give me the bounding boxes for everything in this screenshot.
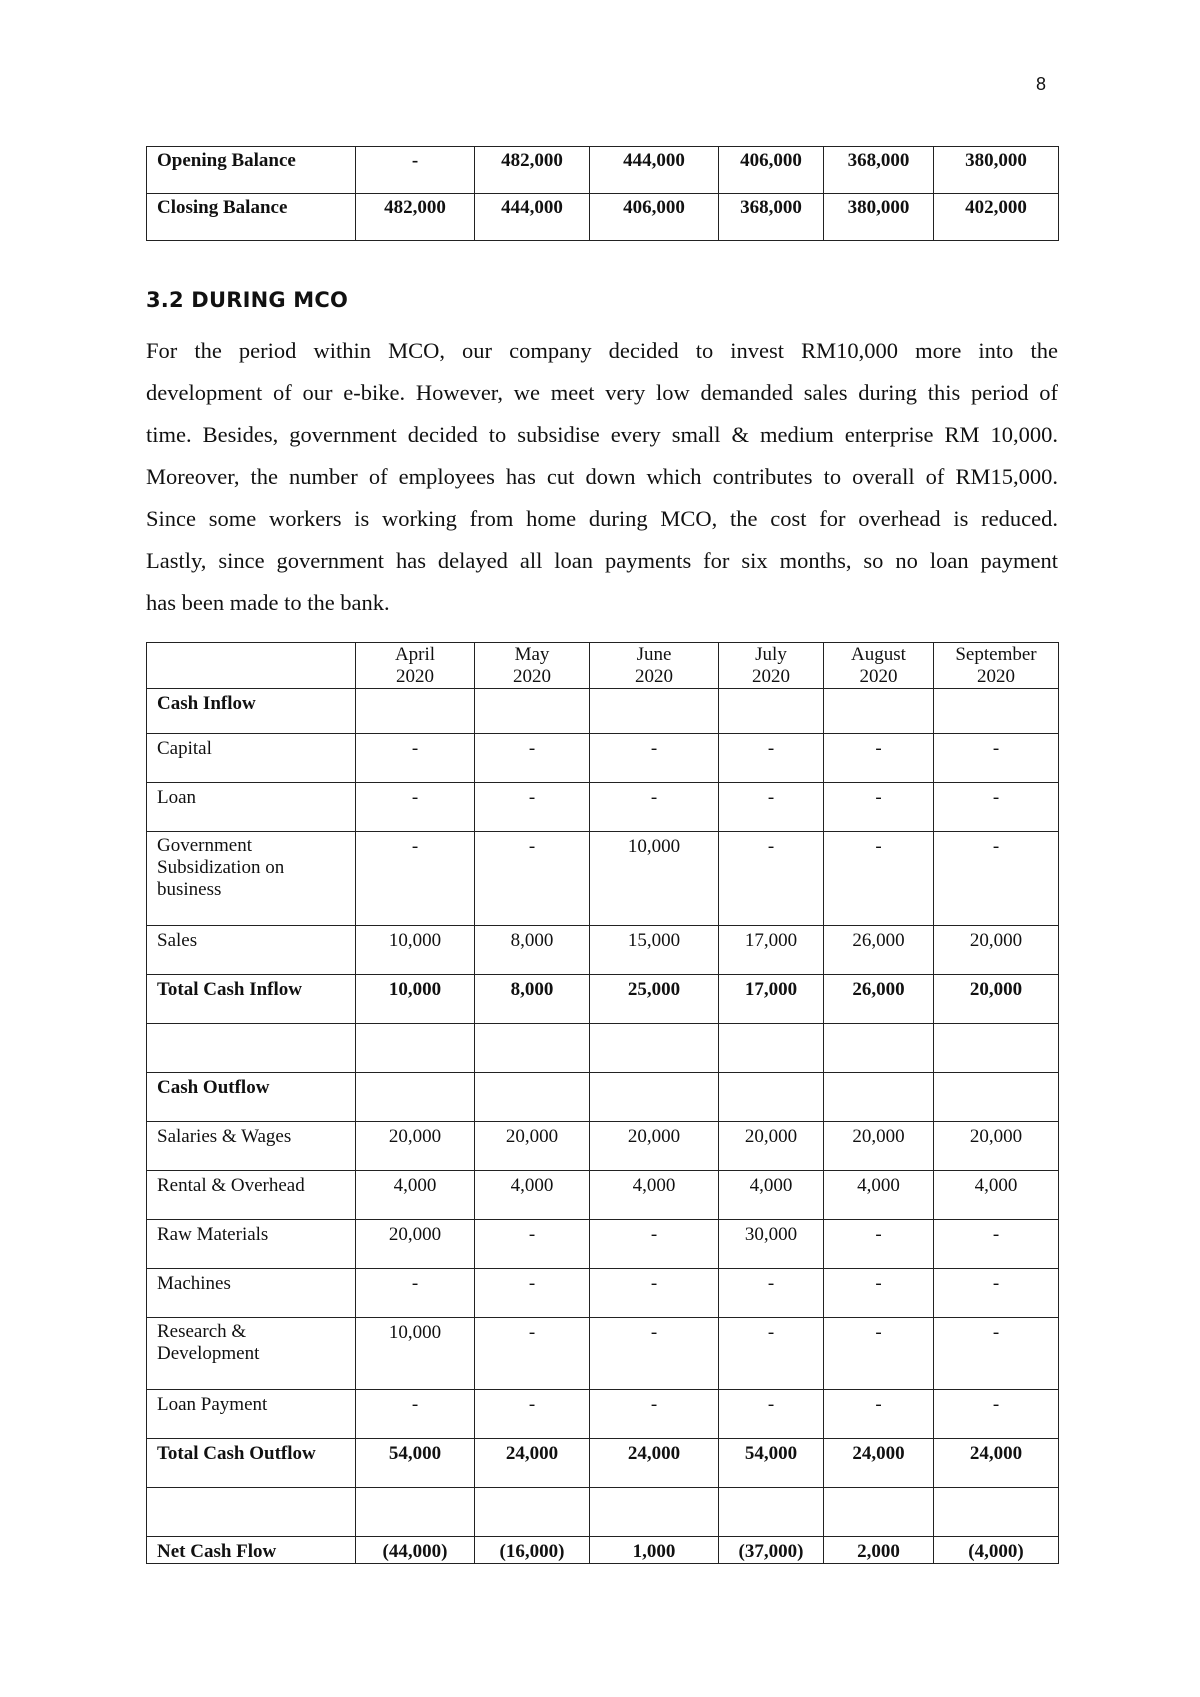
cell-value: - xyxy=(934,1390,1059,1439)
cell-value: - xyxy=(356,734,475,783)
table-row xyxy=(147,1318,1059,1390)
cell-value: 26,000 xyxy=(824,975,934,1024)
cell-value: - xyxy=(590,783,719,832)
cell-value: 444,000 xyxy=(590,147,719,194)
table-row xyxy=(147,1024,1059,1073)
row-label-line: Subsidization on xyxy=(157,857,285,878)
cell-value xyxy=(824,1488,934,1537)
cell-value: - xyxy=(934,1318,1059,1390)
cell-value: - xyxy=(475,1318,590,1390)
cell-value: 20,000 xyxy=(824,1122,934,1171)
table-row xyxy=(147,1439,1059,1488)
row-label xyxy=(147,832,356,926)
cell-value: - xyxy=(824,1390,934,1439)
cell-value xyxy=(590,1073,719,1122)
cell-value xyxy=(824,1024,934,1073)
balance-table xyxy=(146,146,1059,241)
cell-value: 24,000 xyxy=(934,1439,1059,1488)
cell-value: 380,000 xyxy=(934,147,1059,194)
cell-value: 482,000 xyxy=(475,147,590,194)
cell-value: 4,000 xyxy=(356,1171,475,1220)
row-label: Loan xyxy=(147,783,356,832)
cell-value: 26,000 xyxy=(824,926,934,975)
cell-value: - xyxy=(824,1318,934,1390)
page-number: 8 xyxy=(1036,74,1047,94)
cell-value: 15,000 xyxy=(590,926,719,975)
row-label xyxy=(147,1024,356,1073)
cell-value: 20,000 xyxy=(719,1122,824,1171)
column-year: 2020 xyxy=(859,666,898,687)
cell-value xyxy=(590,689,719,734)
cell-value: - xyxy=(934,1269,1059,1318)
cell-value: 10,000 xyxy=(356,975,475,1024)
cell-value: 4,000 xyxy=(590,1171,719,1220)
cell-value: 380,000 xyxy=(824,194,934,241)
column-year: 2020 xyxy=(635,666,673,687)
cell-value: 20,000 xyxy=(934,1122,1059,1171)
section-paragraph xyxy=(146,330,1058,624)
cell-value: - xyxy=(824,1269,934,1318)
column-header xyxy=(356,643,475,689)
paragraph-line: development of our e-bike. However, we meet very low demanded sales during this period of xyxy=(146,380,1058,405)
cell-value: (16,000) xyxy=(475,1537,590,1564)
cell-value: 8,000 xyxy=(475,926,590,975)
column-header xyxy=(934,643,1059,689)
header-empty-cell xyxy=(147,643,356,689)
table-row xyxy=(147,689,1059,734)
column-year: 2020 xyxy=(977,666,1015,687)
cell-value xyxy=(824,689,934,734)
column-year: 2020 xyxy=(513,666,551,687)
row-label-line: Research & xyxy=(157,1321,247,1342)
cell-value xyxy=(356,689,475,734)
table-row xyxy=(147,975,1059,1024)
cell-value: 54,000 xyxy=(719,1439,824,1488)
cell-value: - xyxy=(590,734,719,783)
cell-value: (4,000) xyxy=(934,1537,1059,1564)
cell-value: 1,000 xyxy=(590,1537,719,1564)
row-label: Raw Materials xyxy=(147,1220,356,1269)
cell-value: - xyxy=(719,1390,824,1439)
column-month: August xyxy=(851,644,906,665)
row-label: Cash Outflow xyxy=(147,1073,356,1122)
cell-value xyxy=(824,1073,934,1122)
row-label: Cash Inflow xyxy=(147,689,356,734)
row-label: Sales xyxy=(147,926,356,975)
cell-value xyxy=(475,689,590,734)
cell-value: (44,000) xyxy=(356,1537,475,1564)
cell-value: - xyxy=(356,147,475,194)
column-month: May xyxy=(514,644,550,665)
cell-value xyxy=(719,1024,824,1073)
cell-value: - xyxy=(824,832,934,926)
header-row xyxy=(147,643,1059,689)
cell-value: - xyxy=(934,1220,1059,1269)
balance-row xyxy=(147,194,1059,241)
cell-value xyxy=(934,689,1059,734)
cell-value: 8,000 xyxy=(475,975,590,1024)
cell-value: 20,000 xyxy=(590,1122,719,1171)
cell-value: 406,000 xyxy=(719,147,824,194)
cell-value: - xyxy=(934,832,1059,926)
cell-value xyxy=(934,1024,1059,1073)
column-month: September xyxy=(955,644,1037,665)
cell-value: 2,000 xyxy=(824,1537,934,1564)
column-year: 2020 xyxy=(752,666,790,687)
paragraph-line: For the period within MCO, our company decided to invest RM10,000 more into the xyxy=(146,338,1058,363)
cell-value: 368,000 xyxy=(719,194,824,241)
cell-value: 4,000 xyxy=(719,1171,824,1220)
table-row xyxy=(147,1269,1059,1318)
cell-value: 24,000 xyxy=(475,1439,590,1488)
cell-value: 482,000 xyxy=(356,194,475,241)
cell-value: - xyxy=(590,1318,719,1390)
cell-value xyxy=(475,1024,590,1073)
cell-value xyxy=(356,1488,475,1537)
section-heading: 3.2 DURING MCO xyxy=(146,288,349,312)
column-year: 2020 xyxy=(396,666,434,687)
paragraph-line: Lastly, since government has delayed all loan payments for six months, so no loan payment xyxy=(146,548,1058,573)
cell-value xyxy=(719,689,824,734)
table-row xyxy=(147,1390,1059,1439)
row-label xyxy=(147,1488,356,1537)
cell-value: 54,000 xyxy=(356,1439,475,1488)
cell-value: 20,000 xyxy=(475,1122,590,1171)
cell-value: - xyxy=(590,1390,719,1439)
paragraph-line: Since some workers is working from home during MCO, the cost for overhead is reduced. xyxy=(146,506,1058,531)
cell-value: 25,000 xyxy=(590,975,719,1024)
cell-value: 24,000 xyxy=(590,1439,719,1488)
cell-value: 20,000 xyxy=(356,1122,475,1171)
row-label: Rental & Overhead xyxy=(147,1171,356,1220)
column-header xyxy=(475,643,590,689)
row-label: Closing Balance xyxy=(147,194,356,241)
paragraph-line: has been made to the bank. xyxy=(146,590,390,615)
paragraph-line: Moreover, the number of employees has cut down which contributes to overall of RM15,000. xyxy=(146,464,1058,489)
cell-value: - xyxy=(475,1220,590,1269)
cell-value: - xyxy=(356,1269,475,1318)
row-label: Capital xyxy=(147,734,356,783)
cell-value xyxy=(356,1024,475,1073)
cell-value: - xyxy=(475,1269,590,1318)
cell-value: - xyxy=(356,1390,475,1439)
cell-value: 24,000 xyxy=(824,1439,934,1488)
cell-value: - xyxy=(356,832,475,926)
cell-value: - xyxy=(475,734,590,783)
column-month: June xyxy=(636,644,672,665)
column-header xyxy=(590,643,719,689)
cell-value: 10,000 xyxy=(590,832,719,926)
cell-value: 444,000 xyxy=(475,194,590,241)
cell-value: - xyxy=(719,783,824,832)
cell-value: - xyxy=(824,1220,934,1269)
row-label: Salaries & Wages xyxy=(147,1122,356,1171)
row-label: Net Cash Flow xyxy=(147,1537,356,1564)
column-month: April xyxy=(394,644,436,665)
cell-value: - xyxy=(475,832,590,926)
cell-value: 10,000 xyxy=(356,926,475,975)
cell-value: 20,000 xyxy=(356,1220,475,1269)
paragraph-line: time. Besides, government decided to subsidise every small & medium enterprise RM 10,000. xyxy=(146,422,1058,447)
cell-value xyxy=(590,1488,719,1537)
row-label: Total Cash Outflow xyxy=(147,1439,356,1488)
cell-value: - xyxy=(475,1390,590,1439)
balance-row xyxy=(147,147,1059,194)
cell-value xyxy=(719,1073,824,1122)
cell-value xyxy=(475,1073,590,1122)
cell-value: 20,000 xyxy=(934,926,1059,975)
cell-value: 402,000 xyxy=(934,194,1059,241)
table-row xyxy=(147,1073,1059,1122)
cell-value xyxy=(590,1024,719,1073)
cell-value xyxy=(934,1073,1059,1122)
table-row xyxy=(147,1488,1059,1537)
row-label-line: business xyxy=(157,879,222,900)
cell-value: - xyxy=(719,1318,824,1390)
row-label: Total Cash Inflow xyxy=(147,975,356,1024)
table-row xyxy=(147,832,1059,926)
cell-value: 368,000 xyxy=(824,147,934,194)
cell-value: 30,000 xyxy=(719,1220,824,1269)
cell-value: - xyxy=(719,1269,824,1318)
row-label: Opening Balance xyxy=(147,147,356,194)
row-label-line: Government xyxy=(157,835,252,856)
column-header xyxy=(719,643,824,689)
table-row xyxy=(147,926,1059,975)
cell-value: 17,000 xyxy=(719,926,824,975)
row-label: Loan Payment xyxy=(147,1390,356,1439)
column-month: July xyxy=(755,644,787,665)
mco-cash-flow-table xyxy=(146,642,1059,1564)
cell-value: - xyxy=(590,1220,719,1269)
cell-value: - xyxy=(824,734,934,783)
cell-value: 406,000 xyxy=(590,194,719,241)
cell-value: 4,000 xyxy=(475,1171,590,1220)
cell-value: - xyxy=(475,783,590,832)
table-row xyxy=(147,783,1059,832)
cell-value: 4,000 xyxy=(824,1171,934,1220)
row-label xyxy=(147,1318,356,1390)
cell-value: - xyxy=(719,734,824,783)
cell-value xyxy=(719,1488,824,1537)
cell-value xyxy=(475,1488,590,1537)
table-row xyxy=(147,734,1059,783)
cell-value: 10,000 xyxy=(356,1318,475,1390)
cell-value: - xyxy=(590,1269,719,1318)
cell-value: - xyxy=(934,734,1059,783)
cell-value: (37,000) xyxy=(719,1537,824,1564)
cell-value: - xyxy=(934,783,1059,832)
cell-value xyxy=(934,1488,1059,1537)
column-header xyxy=(824,643,934,689)
cell-value: 20,000 xyxy=(934,975,1059,1024)
cell-value: 4,000 xyxy=(934,1171,1059,1220)
table-row xyxy=(147,1122,1059,1171)
cell-value: - xyxy=(719,832,824,926)
table-row xyxy=(147,1171,1059,1220)
row-label: Machines xyxy=(147,1269,356,1318)
row-label-line: Development xyxy=(157,1343,260,1364)
cell-value: - xyxy=(356,783,475,832)
cell-value xyxy=(356,1073,475,1122)
table-row xyxy=(147,1220,1059,1269)
table-row xyxy=(147,1537,1059,1564)
cell-value: 17,000 xyxy=(719,975,824,1024)
cell-value: - xyxy=(824,783,934,832)
